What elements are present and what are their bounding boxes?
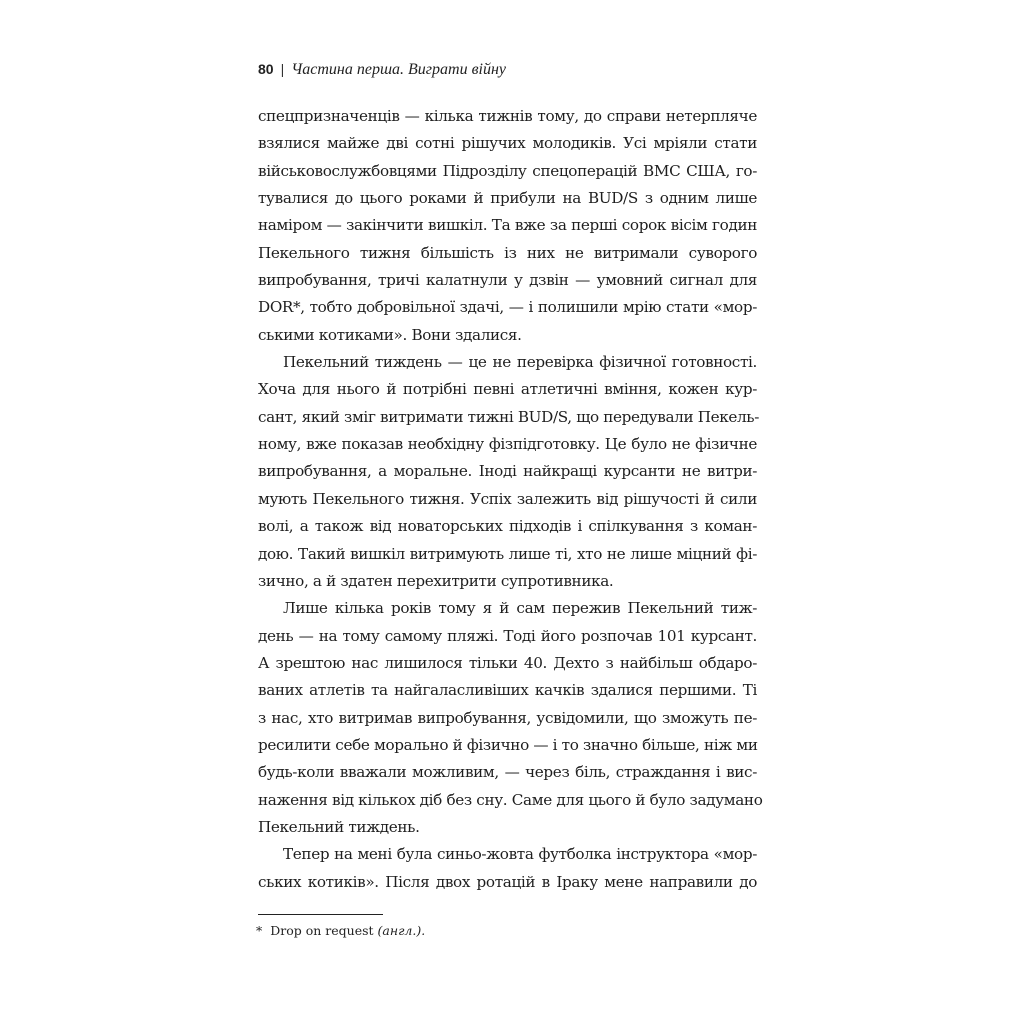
text-line: наження від кількох діб без сну. Саме для цього й було задумано xyxy=(258,790,763,809)
text-line: Хоча для нього й потрібні певні атлетичні вміння, кожен кур- xyxy=(258,380,757,399)
text-line: Тепер на мені була синьо-жовта футболка інструктора «мор- xyxy=(283,845,757,864)
text-line: дою. Такий вишкіл витримують лише ті, хто не лише міцний фі- xyxy=(258,544,757,563)
footnote-text: Drop on request xyxy=(270,923,374,938)
text-line: зично, а й здатен перехитрити супротивника. xyxy=(258,571,614,590)
text-line: ських котиків». Після двох ротацій в Іраку мене направили до xyxy=(258,872,757,891)
text-line: ресилити себе морально й фізично — і то значно більше, ніж ми xyxy=(258,735,758,754)
paragraph xyxy=(258,349,760,595)
text-line: А зрештою нас лишилося тільки 40. Дехто з найбільш обдаро- xyxy=(258,653,757,672)
text-line: DOR*, тобто добровільної здачі, — і полишили мрію стати «мор- xyxy=(258,298,757,317)
text-line: Пекельний тиждень — це не перевірка фізичної готовності. xyxy=(283,353,757,372)
text-line: спецпризначенців — кілька тижнів тому, до справи нетерпляче xyxy=(258,107,757,125)
text-line: випробування, а моральне. Іноді найкращі курсанти не витри- xyxy=(258,462,757,481)
paragraph xyxy=(258,595,763,841)
text-line: Лише кілька років тому я й сам пережив Пекельний тиж- xyxy=(283,599,757,618)
text-line: день — на тому самому пляжі. Тоді його розпочав 101 курсант. xyxy=(258,626,757,645)
text-line: сант, який зміг витримати тижні BUD/S, що передували Пекель- xyxy=(258,407,760,426)
text-line: наміром — закінчити вишкіл. Та вже за перші сорок вісім годин xyxy=(258,216,757,235)
text-line: тувалися до цього роками й прибули на BUD/S з одним лише xyxy=(258,189,757,208)
text-line: ваних атлетів та найгаласливіших качків здалися першими. Ті xyxy=(258,681,757,700)
text-line: взялися майже дві сотні рішучих молодиків. Усі мріяли стати xyxy=(258,134,757,153)
text-line: ськими котиками». Вони здалися. xyxy=(258,325,522,344)
footnote-marker: * xyxy=(256,923,263,938)
page-number: 80 xyxy=(258,61,274,77)
text-line: будь-коли вважали можливим, — через біль, страждання і вис- xyxy=(258,763,757,782)
text-line: військовослужбовцями Підрозділу спецоперацій ВМС США, го- xyxy=(258,161,757,180)
footnote-annotation: (англ.). xyxy=(377,923,426,938)
text-line: волі, а також від новаторських підходів і спілкування з коман- xyxy=(258,517,757,536)
text-line: мують Пекельного тижня. Успіх залежить від рішучості й сили xyxy=(258,489,757,508)
paragraph xyxy=(258,841,757,896)
text-line: з нас, хто витримав випробування, усвідомили, що зможуть пе- xyxy=(258,708,757,727)
text-line: випробування, тричі калатнули у дзвін — умовний сигнал для xyxy=(258,271,757,290)
running-head xyxy=(258,58,506,80)
text-line: ному, вже показав необхідну фізпідготовку. Це було не фізичне xyxy=(258,435,757,454)
text-line: Пекельний тиждень. xyxy=(258,817,420,836)
header-separator: | xyxy=(280,61,285,77)
chapter-title: Частина перша. Виграти війну xyxy=(291,61,507,78)
footnote xyxy=(256,921,425,941)
text-line: Пекельного тижня більшість із них не витримали суворого xyxy=(258,243,757,262)
body-text xyxy=(258,103,763,896)
footnote-rule xyxy=(258,914,383,915)
paragraph xyxy=(258,103,757,349)
